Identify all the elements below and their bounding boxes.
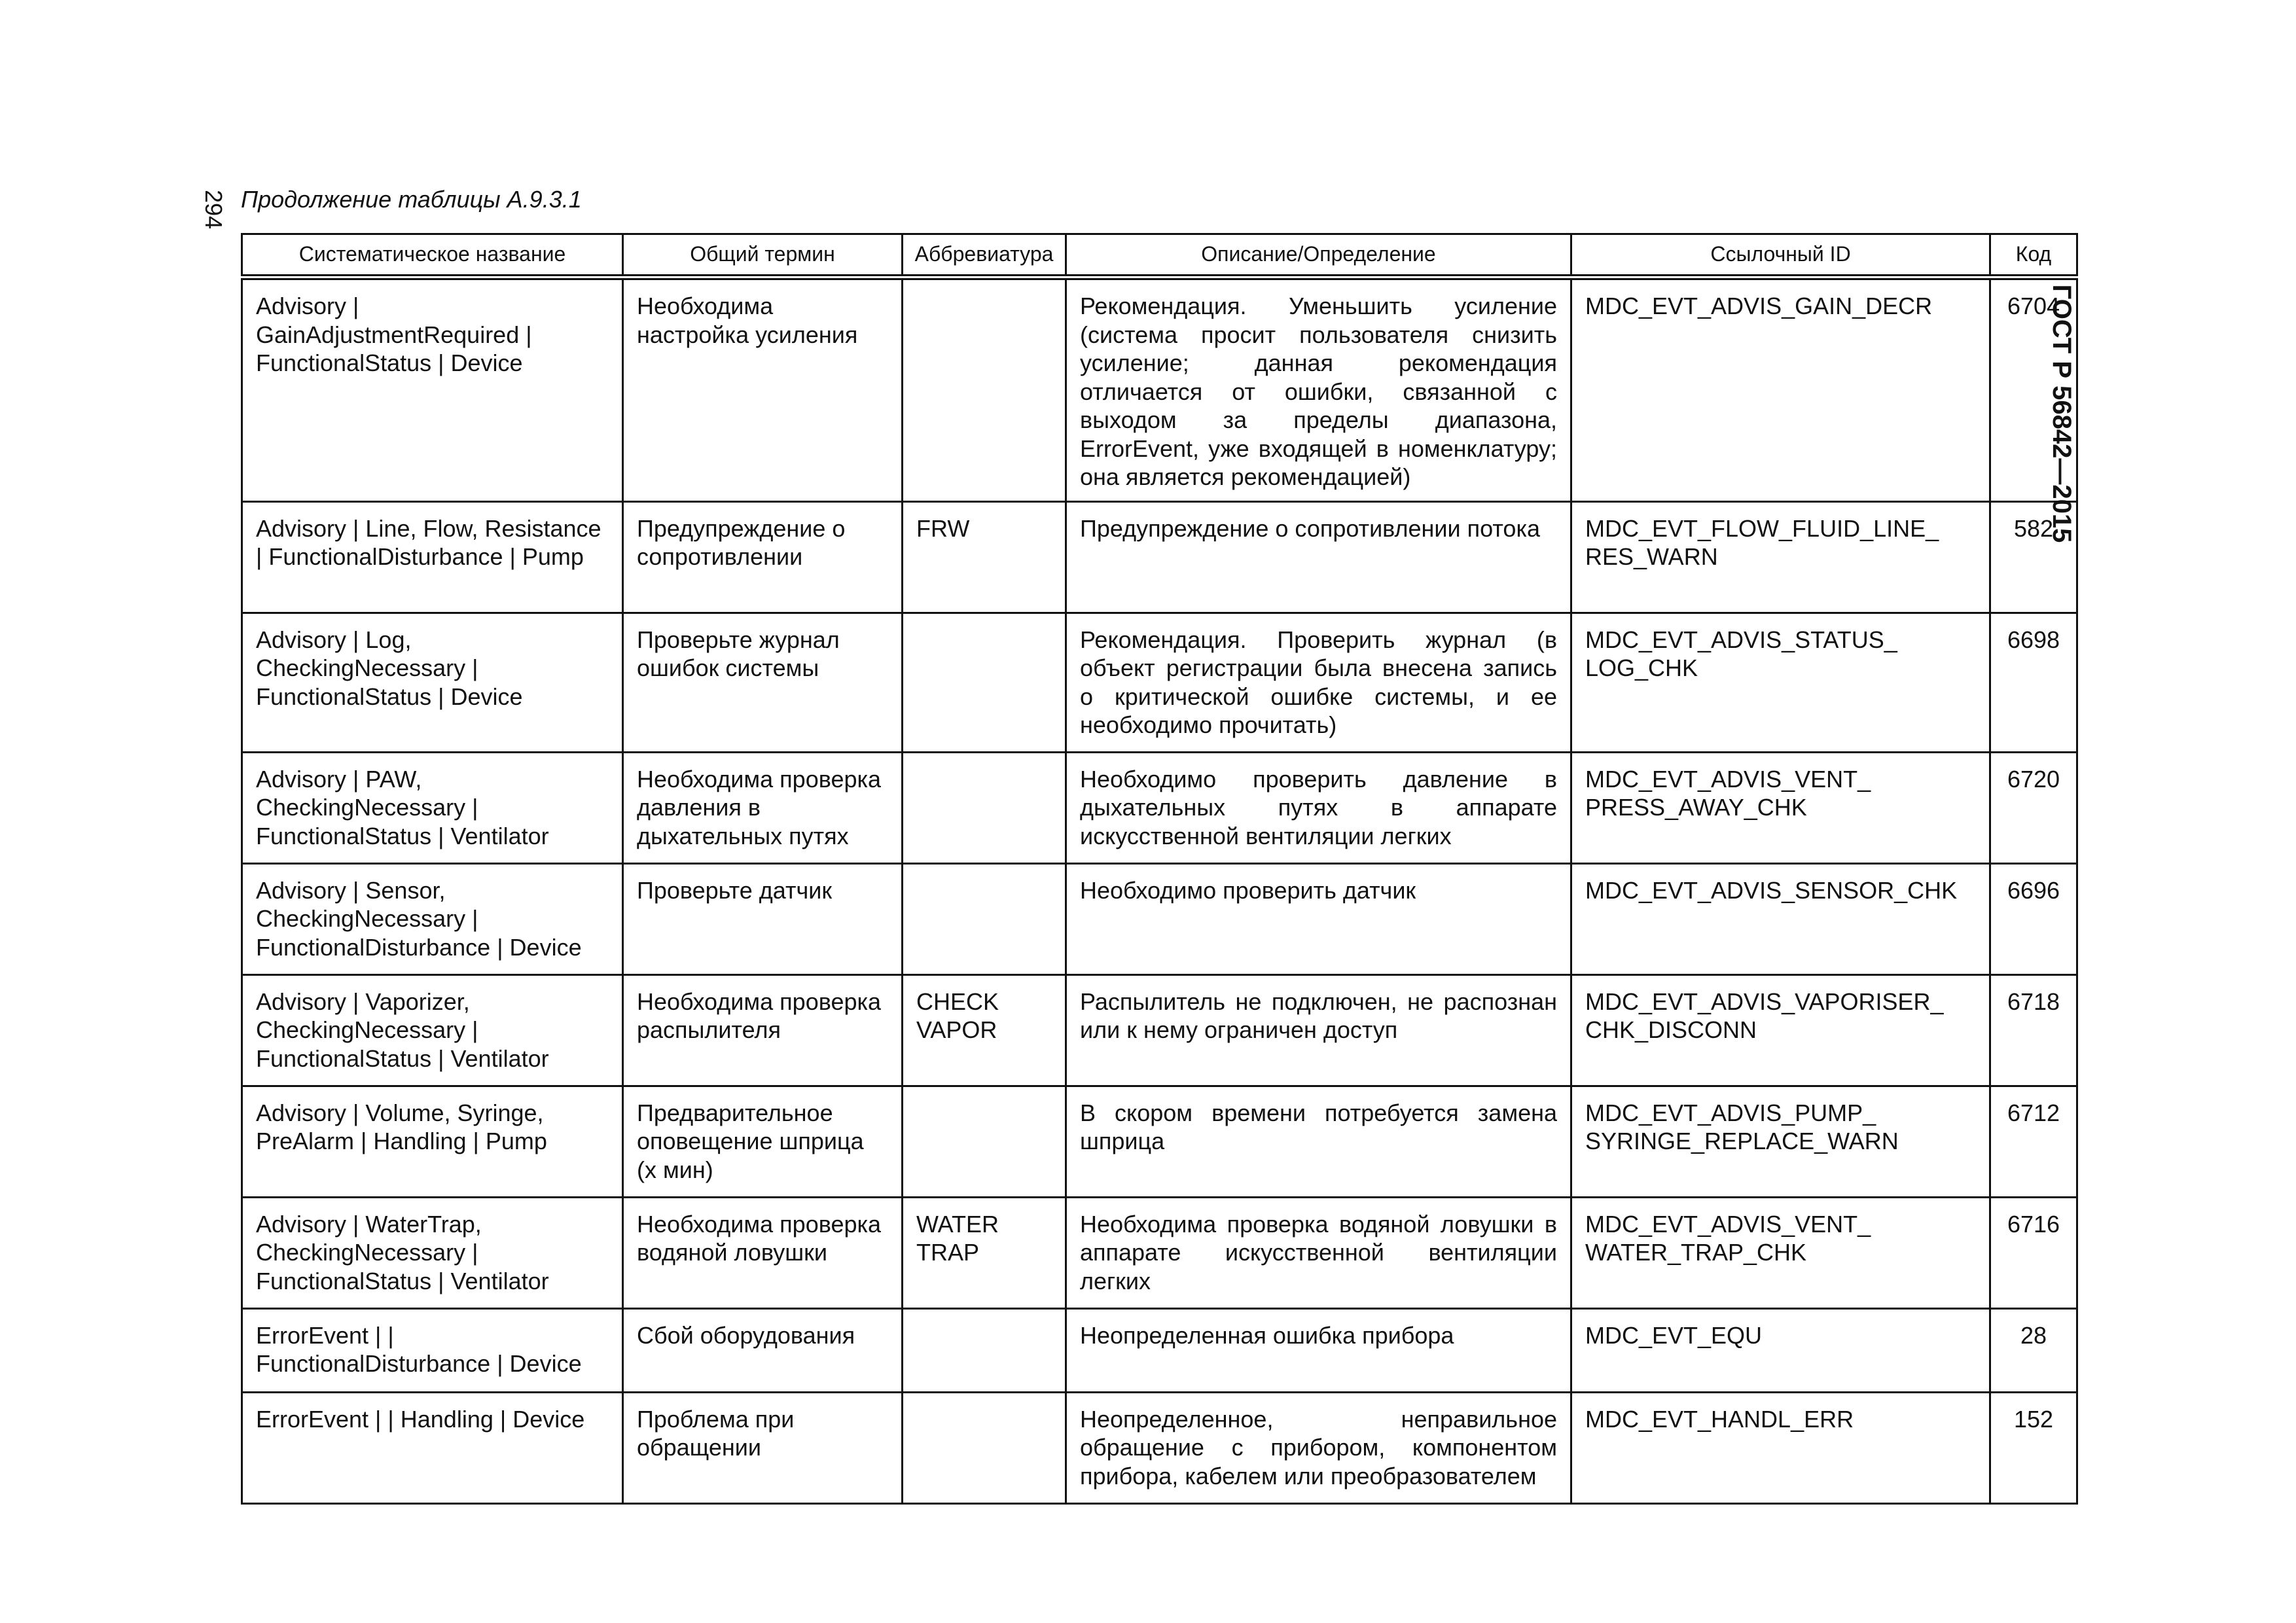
cell-common-term: Необходима проверка распылителя bbox=[623, 974, 903, 1086]
table-row bbox=[242, 1086, 2077, 1197]
cell-common-term: Проверьте журнал ошибок системы bbox=[623, 613, 903, 752]
cell-systematic-name: Advisory | Vaporizer, CheckingNecessary | FunctionalStatus | Ventilator bbox=[242, 974, 623, 1086]
cell-code: 152 bbox=[1990, 1392, 2077, 1503]
cell-code: 6712 bbox=[1990, 1086, 2077, 1197]
table-row bbox=[242, 863, 2077, 974]
cell-description: Рекомендация. Проверить журнал (в объект регистрации была внесена запись о критической ошибке системы, и ее необходимо прочитать) bbox=[1066, 613, 1571, 752]
cell-description: В скором времени потребуется замена шприца bbox=[1066, 1086, 1571, 1197]
cell-code: 582 bbox=[1990, 501, 2077, 613]
cell-abbreviation bbox=[903, 1086, 1066, 1197]
cell-systematic-name: Advisory | Volume, Syringe, PreAlarm | Handling | Pump bbox=[242, 1086, 623, 1197]
cell-description: Предупреждение о сопротивлении потока bbox=[1066, 501, 1571, 613]
table-row bbox=[242, 1197, 2077, 1308]
cell-reference-id: MDC_EVT_ADVIS_STATUS_ LOG_CHK bbox=[1571, 613, 1990, 752]
header-code: Код bbox=[1990, 234, 2077, 277]
cell-description: Неопределенная ошибка прибора bbox=[1066, 1308, 1571, 1392]
table-row bbox=[242, 501, 2077, 613]
cell-abbreviation bbox=[903, 1308, 1066, 1392]
header-systematic-name: Систематическое название bbox=[242, 234, 623, 277]
cell-common-term: Предупреждение о сопротивлении bbox=[623, 501, 903, 613]
cell-systematic-name: Advisory | WaterTrap, CheckingNecessary | FunctionalStatus | Ventilator bbox=[242, 1197, 623, 1308]
table-header-row bbox=[242, 234, 2077, 277]
table-row bbox=[242, 1308, 2077, 1392]
cell-systematic-name: ErrorEvent | | Handling | Device bbox=[242, 1392, 623, 1503]
table-row bbox=[242, 974, 2077, 1086]
cell-reference-id: MDC_EVT_ADVIS_VENT_ WATER_TRAP_CHK bbox=[1571, 1197, 1990, 1308]
cell-abbreviation bbox=[903, 863, 1066, 974]
cell-code: 6716 bbox=[1990, 1197, 2077, 1308]
cell-description: Рекомендация. Уменьшить усиление (система просит пользователя снизить усиление; данная рекомендация отличается от ошибки, связанной с выходом за пределы диапазона, ErrorEvent, уже входящей в номенклатуру; она является рекомендацией) bbox=[1066, 277, 1571, 502]
cell-abbreviation bbox=[903, 613, 1066, 752]
nomenclature-table bbox=[241, 233, 2078, 1505]
cell-reference-id: MDC_EVT_ADVIS_VAPORISER_ CHK_DISCONN bbox=[1571, 974, 1990, 1086]
cell-systematic-name: Advisory | GainAdjustmentRequired | FunctionalStatus | Device bbox=[242, 277, 623, 502]
cell-description: Необходимо проверить давление в дыхательных путях в аппарате искусственной вентиляции легких bbox=[1066, 752, 1571, 863]
cell-abbreviation: WATER TRAP bbox=[903, 1197, 1066, 1308]
cell-systematic-name: Advisory | Line, Flow, Resistance | FunctionalDisturbance | Pump bbox=[242, 501, 623, 613]
table-caption: Продолжение таблицы А.9.3.1 bbox=[241, 186, 582, 213]
cell-abbreviation bbox=[903, 752, 1066, 863]
cell-reference-id: MDC_EVT_ADVIS_PUMP_ SYRINGE_REPLACE_WARN bbox=[1571, 1086, 1990, 1197]
table-row bbox=[242, 613, 2077, 752]
cell-reference-id: MDC_EVT_HANDL_ERR bbox=[1571, 1392, 1990, 1503]
cell-reference-id: MDC_EVT_ADVIS_GAIN_DECR bbox=[1571, 277, 1990, 502]
cell-abbreviation bbox=[903, 277, 1066, 502]
page-number: 294 bbox=[200, 190, 227, 230]
cell-abbreviation: FRW bbox=[903, 501, 1066, 613]
cell-systematic-name: Advisory | PAW, CheckingNecessary | FunctionalStatus | Ventilator bbox=[242, 752, 623, 863]
cell-common-term: Проблема при обращении bbox=[623, 1392, 903, 1503]
table-row bbox=[242, 1392, 2077, 1503]
cell-code: 6698 bbox=[1990, 613, 2077, 752]
standard-title: ГОСТ Р 56842—2015 bbox=[2047, 284, 2076, 543]
cell-description: Необходимо проверить датчик bbox=[1066, 863, 1571, 974]
table-row bbox=[242, 277, 2077, 502]
cell-code: 6718 bbox=[1990, 974, 2077, 1086]
cell-description: Неопределенное, неправильное обращение с прибором, компонентом прибора, кабелем или преобразователем bbox=[1066, 1392, 1571, 1503]
header-abbreviation: Аббревиатура bbox=[903, 234, 1066, 277]
cell-systematic-name: Advisory | Log, CheckingNecessary | FunctionalStatus | Device bbox=[242, 613, 623, 752]
cell-common-term: Необходима проверка давления в дыхательных путях bbox=[623, 752, 903, 863]
cell-description: Распылитель не подключен, не распознан или к нему ограничен доступ bbox=[1066, 974, 1571, 1086]
cell-common-term: Предварительное оповещение шприца (x мин) bbox=[623, 1086, 903, 1197]
cell-reference-id: MDC_EVT_EQU bbox=[1571, 1308, 1990, 1392]
cell-code: 28 bbox=[1990, 1308, 2077, 1392]
header-description: Описание/Определение bbox=[1066, 234, 1571, 277]
cell-code: 6704 bbox=[1990, 277, 2077, 502]
cell-systematic-name: Advisory | Sensor, CheckingNecessary | FunctionalDisturbance | Device bbox=[242, 863, 623, 974]
cell-reference-id: MDC_EVT_ADVIS_VENT_ PRESS_AWAY_CHK bbox=[1571, 752, 1990, 863]
cell-reference-id: MDC_EVT_ADVIS_SENSOR_CHK bbox=[1571, 863, 1990, 974]
header-common-term: Общий термин bbox=[623, 234, 903, 277]
cell-common-term: Проверьте датчик bbox=[623, 863, 903, 974]
cell-reference-id: MDC_EVT_FLOW_FLUID_LINE_ RES_WARN bbox=[1571, 501, 1990, 613]
cell-abbreviation: CHECK VAPOR bbox=[903, 974, 1066, 1086]
cell-systematic-name: ErrorEvent | | FunctionalDisturbance | Device bbox=[242, 1308, 623, 1392]
cell-common-term: Сбой оборудования bbox=[623, 1308, 903, 1392]
table-row bbox=[242, 752, 2077, 863]
header-reference-id: Ссылочный ID bbox=[1571, 234, 1990, 277]
cell-common-term: Необходима проверка водяной ловушки bbox=[623, 1197, 903, 1308]
cell-common-term: Необходима настройка усиления bbox=[623, 277, 903, 502]
cell-code: 6720 bbox=[1990, 752, 2077, 863]
cell-abbreviation bbox=[903, 1392, 1066, 1503]
cell-description: Необходима проверка водяной ловушки в аппарате искусственной вентиляции легких bbox=[1066, 1197, 1571, 1308]
cell-code: 6696 bbox=[1990, 863, 2077, 974]
